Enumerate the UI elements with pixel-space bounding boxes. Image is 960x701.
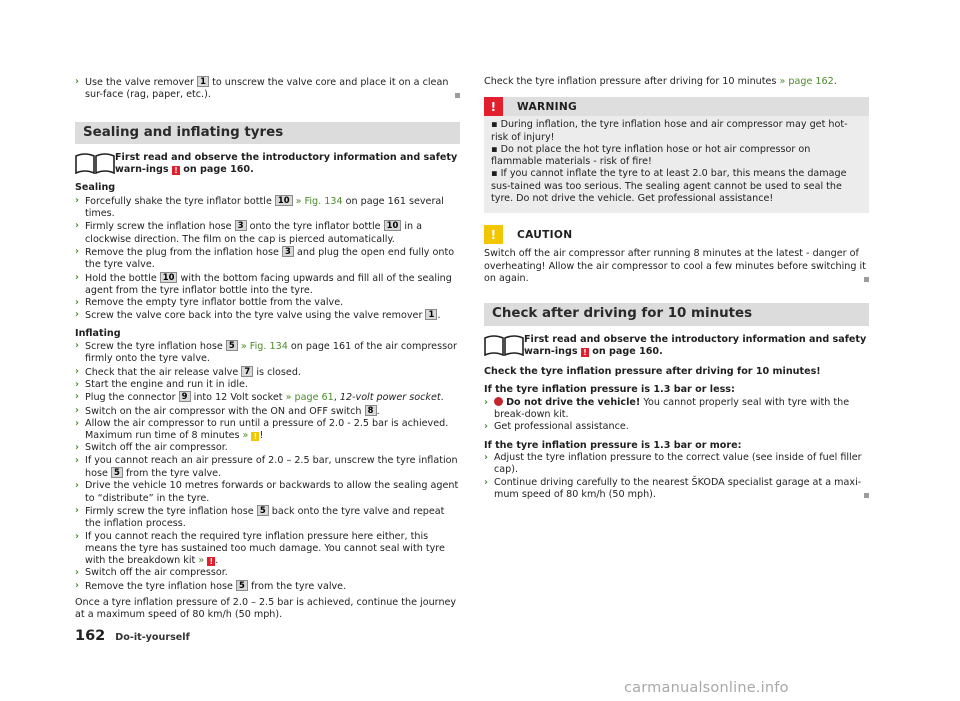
high-pressure-title: If the tyre inflation pressure is 1.3 bar or more: <box>484 439 742 451</box>
end-mark-icon <box>455 93 460 98</box>
inflating-step-3: › Start the engine and run it in idle. <box>75 378 248 390</box>
chevron-icon: › <box>75 340 79 352</box>
high-step-1: › Adjust the tyre inflation pressure to the correct value (see inside of fuel filler cap). <box>484 451 862 476</box>
chevron-icon: › <box>75 220 79 232</box>
low-step-1: › Do not drive the vehicle! You cannot properly seal with tyre with the break-down kit. <box>484 396 850 421</box>
warning-link[interactable]: » <box>198 555 205 567</box>
chevron-icon: › <box>484 421 488 433</box>
book-icon <box>484 334 524 356</box>
book-icon <box>75 152 115 174</box>
chevron-icon: › <box>75 442 79 454</box>
section-title-sealing: Sealing and inflating tyres <box>75 122 460 144</box>
callout-box: 9 <box>179 391 191 402</box>
right-column <box>484 76 869 501</box>
chevron-icon: › <box>75 297 79 309</box>
sealing-step-4: › Hold the bottle 10 with the bottom facing upwards and fill all of the sealing agent from the tyre inflator bottle into the tyre. <box>75 271 452 296</box>
figure-link[interactable]: » Fig. 134 <box>240 341 288 353</box>
inflating-step-7: › Switch off the air compressor. <box>75 442 228 454</box>
callout-box: 7 <box>241 366 253 377</box>
subheading-sealing: Sealing <box>75 182 116 194</box>
caution-icon: ! <box>484 225 503 244</box>
callout-box: 3 <box>282 246 294 257</box>
inflating-step-1: › Screw the tyre inflation hose 5 » Fig. 134 on page 161 of the air compressor firmly onto the tyre valve. <box>75 340 457 365</box>
inflating-step-8: › If you cannot reach an air pressure of 2.0 – 2.5 bar, unscrew the tyre inflation hose 5 from the tyre valve. <box>75 454 458 480</box>
callout-box: 5 <box>257 505 269 516</box>
page-number: 162 <box>75 628 106 644</box>
closing-paragraph: Once a tyre inflation pressure of 2.0 – 2.5 bar is achieved, continue the journey at a maximum speed of 80 km/h (50 mph). <box>75 596 457 621</box>
callout-box: 3 <box>235 220 247 231</box>
warning-item: ▪ Do not place the hot tyre inflation hose or hot air compressor on flammable materials - risk of fire! <box>491 143 811 168</box>
caution-text: Switch off the air compressor after running 8 minutes at the latest - danger of overheating! Allow the air compressor to cool a few minutes before switching it on again. <box>484 248 869 285</box>
chevron-icon: › <box>75 365 79 377</box>
callout-box: 10 <box>160 272 178 283</box>
read-first-note: First read and observe the introductory information and safety warn-ings ! on page 160. <box>75 152 460 177</box>
read-first-note: First read and observe the introductory information and safety warn-ings ! on page 160. <box>484 334 869 359</box>
sealing-step-6: › Screw the valve core back into the tyre valve using the valve remover 1 . <box>75 309 441 322</box>
warning-item: ▪ If you cannot inflate the tyre to at least 2.0 bar, this means the damage sus-tained was too serious. The sealing agent cannot be used to seal the tyre. Do not drive the vehicle. Get professional assistance! <box>491 168 847 205</box>
warning-icon: ! <box>484 97 503 116</box>
callout-box: 5 <box>236 580 248 591</box>
chevron-icon: › <box>75 76 79 87</box>
left-column <box>75 76 460 622</box>
chevron-icon: › <box>75 391 79 403</box>
end-mark-icon <box>864 493 869 498</box>
end-mark-icon <box>864 277 869 282</box>
callout-box: 5 <box>111 467 123 478</box>
chevron-icon: › <box>75 271 79 283</box>
step-valve-remover: › Use the valve remover 1 to unscrew the valve core and place it on a clean sur-face (rag, paper, etc.). <box>75 76 460 102</box>
sealing-step-3: › Remove the plug from the inflation hose 3 and plug the open end fully onto the tyre valve. <box>75 245 455 271</box>
subheading-inflating: Inflating <box>75 327 121 339</box>
callout-box: 1 <box>425 309 437 320</box>
page-link[interactable]: » page 162 <box>779 76 834 87</box>
sealing-step-2: › Firmly screw the inflation hose 3 onto the tyre inflator bottle 10 in a clockwise direction. The film on the cap is pierced automatically. <box>75 220 423 245</box>
inflating-step-4: › Plug the connector 9 into 12 Volt socket » page 61, 12-volt power socket. <box>75 391 444 404</box>
chevron-icon: › <box>75 417 79 429</box>
warning-item: ▪ During inflation, the tyre inflation hose and air compressor may get hot- risk of injury! <box>491 119 848 143</box>
chevron-icon: › <box>75 530 79 542</box>
low-step-2: › Get professional assistance. <box>484 421 629 433</box>
chevron-icon: › <box>75 404 79 416</box>
chevron-icon: › <box>75 245 79 257</box>
section-title-check: Check after driving for 10 minutes <box>484 303 869 325</box>
inflating-step-12: › Switch off the air compressor. <box>75 567 228 579</box>
callout-box: 10 <box>275 195 293 206</box>
inflating-step-9: › Drive the vehicle 10 metres forwards or backwards to allow the sealing agent to “distribute” in the tyre. <box>75 480 459 504</box>
inflating-step-6: › Allow the air compressor to run until a pressure of 2.0 - 2.5 bar is achieved. Maximum run time of 8 minutes » ! ! <box>75 417 449 442</box>
check-line: Check the tyre inflation pressure after driving for 10 minutes » page 162. <box>484 76 837 87</box>
watermark: carmanualsonline.info <box>624 680 789 696</box>
stop-icon <box>494 397 503 406</box>
warning-mark-icon: ! <box>581 348 589 357</box>
caution-mark-icon: ! <box>251 432 259 441</box>
inflating-step-13: › Remove the tyre inflation hose 5 from the tyre valve. <box>75 579 347 592</box>
inflating-step-10: › Firmly screw the tyre inflation hose 5 back onto the tyre valve and repeat the inflation process. <box>75 504 445 530</box>
inflating-step-5: › Switch on the air compressor with the ON and OFF switch 8 . <box>75 404 380 417</box>
chevron-icon: › <box>75 378 79 390</box>
check-bold: Check the tyre inflation pressure after driving for 10 minutes! <box>484 366 821 378</box>
warning-box <box>484 97 869 213</box>
sealing-step-5: › Remove the empty tyre inflator bottle from the valve. <box>75 297 344 309</box>
caution-header: ! CAUTION <box>484 225 869 244</box>
chevron-icon: › <box>75 454 79 466</box>
figure-link[interactable]: » Fig. 134 <box>295 195 343 207</box>
callout-box: 1 <box>197 76 209 87</box>
callout-box: 8 <box>365 405 377 416</box>
warning-header: ! WARNING <box>484 97 869 116</box>
chevron-icon: › <box>75 480 79 492</box>
inflating-step-11: › If you cannot reach the required tyre inflation pressure here either, this means the tyre has sustained too much damage. You cannot seal with tyre with the breakdown kit » ! . <box>75 530 445 567</box>
chevron-icon: › <box>75 194 79 206</box>
chevron-icon: › <box>484 451 488 463</box>
high-step-2: › Continue driving carefully to the nearest ŠKODA specialist garage at a maxi-mum speed of 80 km/h (50 mph). <box>484 477 869 502</box>
chevron-icon: › <box>75 309 79 321</box>
chevron-icon: › <box>75 504 79 516</box>
page-link[interactable]: » page 61 <box>285 392 334 404</box>
callout-box: 5 <box>226 340 238 351</box>
page-footer <box>75 628 190 644</box>
low-pressure-title: If the tyre inflation pressure is 1.3 bar or less: <box>484 384 735 396</box>
chevron-icon: › <box>75 567 79 579</box>
warning-link[interactable]: » <box>242 430 249 442</box>
warning-mark-icon: ! <box>207 557 215 566</box>
chevron-icon: › <box>75 579 79 591</box>
footer-section: Do-it-yourself <box>115 632 190 643</box>
chevron-icon: › <box>484 476 488 488</box>
chevron-icon: › <box>484 396 488 408</box>
callout-box: 10 <box>384 220 402 231</box>
sealing-step-1: › Forcefully shake the tyre inflator bottle 10 » Fig. 134 on page 161 several times. <box>75 194 444 220</box>
inflating-step-2: › Check that the air release valve 7 is closed. <box>75 365 301 378</box>
warning-mark-icon: ! <box>172 166 180 175</box>
